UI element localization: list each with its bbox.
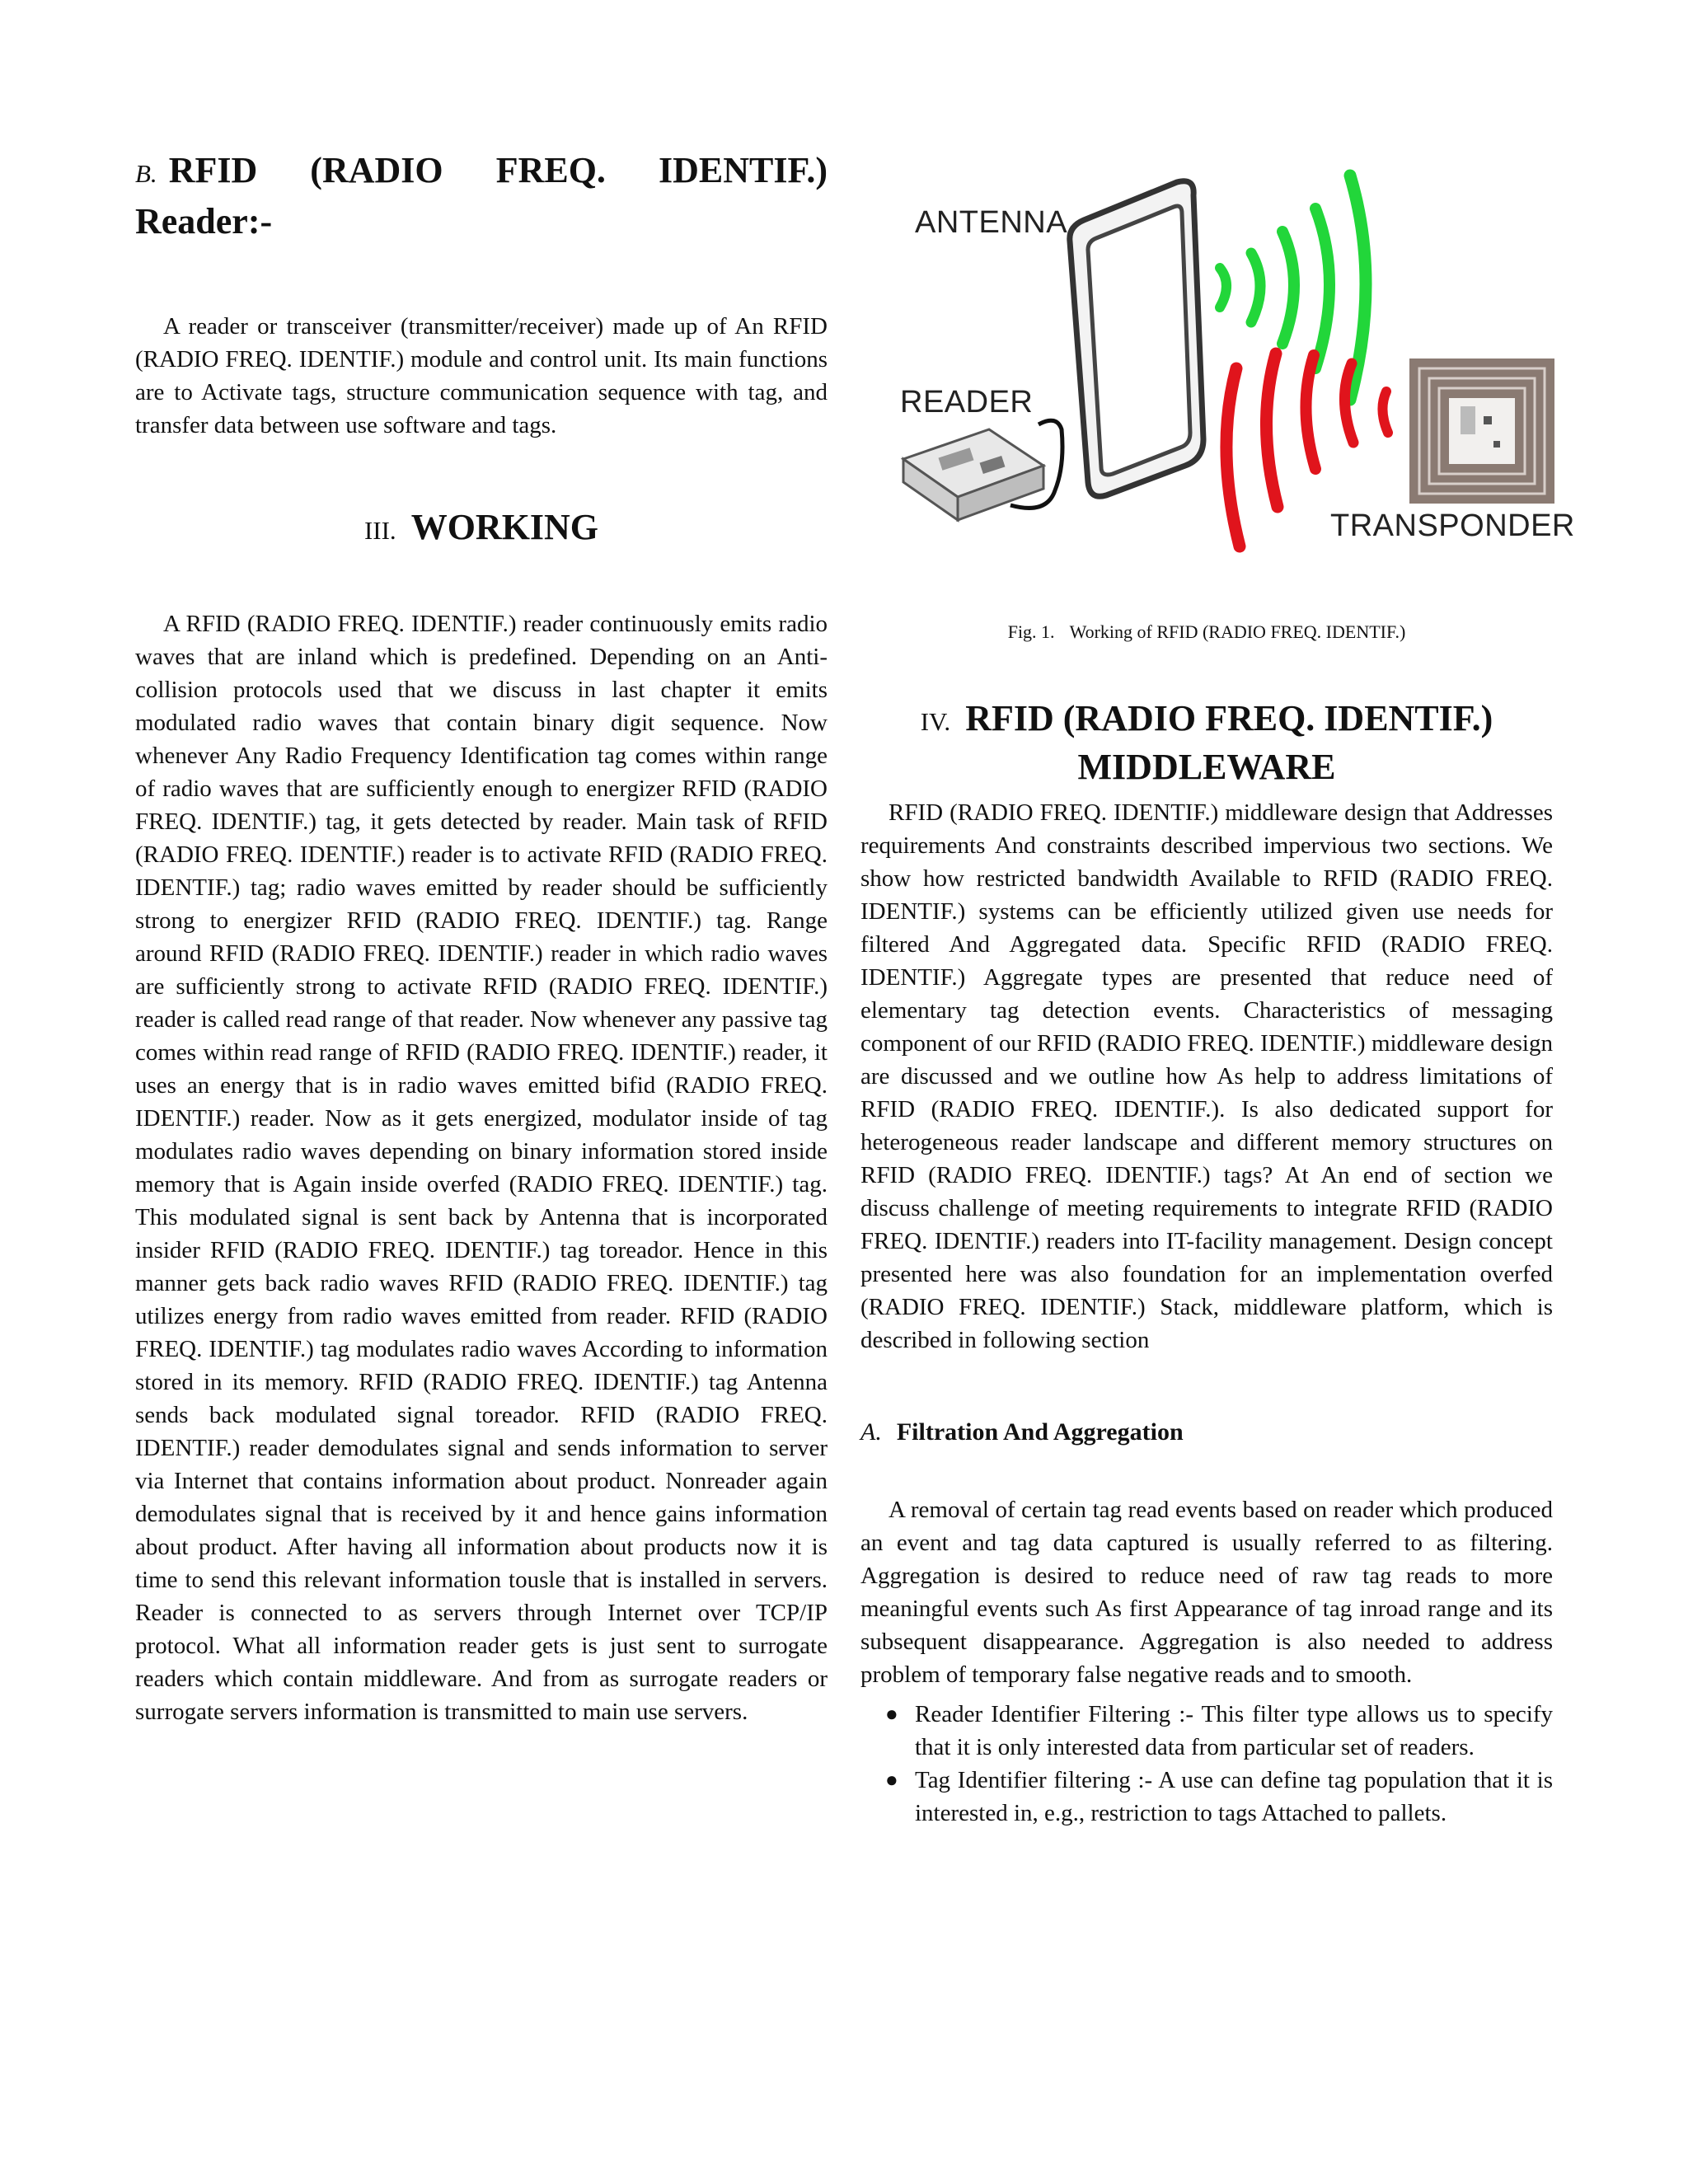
subsection-a-heading xyxy=(860,1416,1553,1449)
subsection-b-heading xyxy=(135,147,828,246)
middleware-paragraph: RFID (RADIO FREQ. IDENTIF.) middleware design that Addresses requirements And constraints described impervious two sections. We show how restricted bandwidth Available to RFID (RADIO FREQ. IDENTIF.) systems can be efficiently utilized given use needs for filtered And Aggregated data. Specific RFID (RADIO FREQ. IDENTIF.) Aggregate types are presented that reduce need of elementary tag detection events. Characteristics of messaging component of our RFID (RADIO FREQ. IDENTIF.) middleware design are discussed and we outline how As help to address limitations of RFID (RADIO FREQ. IDENTIF.). Is also dedicated support for heterogeneous reader landscape and different memory structures on RFID (RADIO FREQ. IDENTIF.) tags? At An end of section we discuss challenge of meeting requirements to integrate RFID (RADIO FREQ. IDENTIF.) readers into IT-facility management. Design concept presented here was also foundation for an implementation overfed (RADIO FREQ. IDENTIF.) Stack, middleware platform, which is described in following section xyxy=(860,799,1553,1353)
antenna-label: ANTENNA xyxy=(915,205,1068,240)
right-column xyxy=(860,152,1575,1830)
bullet-text: Tag Identifier filtering :- A use can define tag population that it is interested in, e.g., restriction to tags Attached to pallets. xyxy=(915,1767,1553,1826)
figure-caption-text: Working of RFID (RADIO FREQ. IDENTIF.) xyxy=(1069,621,1406,642)
bullet-reader-identifier xyxy=(860,1698,1553,1764)
left-column xyxy=(135,147,828,1728)
transponder-label: TRANSPONDER xyxy=(1330,509,1575,543)
antenna-frame xyxy=(1070,181,1203,497)
section-middleware-title: RFID (RADIO FREQ. IDENTIF.) MIDDLEWARE xyxy=(965,698,1493,787)
figure-caption xyxy=(860,620,1553,644)
reader-label: READER xyxy=(900,385,1034,419)
bullet-dot-icon: ● xyxy=(885,1768,898,1792)
working-paragraph: A RFID (RADIO FREQ. IDENTIF.) reader continuously emits radio waves that are inland which is predefined. Depending on an Anti-collision protocols used that we discuss in last chapter it emits modulated radio waves that contain binary digit sequence. Now whenever Any Radio Frequency Identification tag comes within range of radio waves that are sufficiently enough to energizer RFID (RADIO FREQ. IDENTIF.) tag, it gets detected by reader. Main task of RFID (RADIO FREQ. IDENTIF.) reader is to activate RFID (RADIO FREQ. IDENTIF.) tag; radio waves emitted by reader should be sufficiently strong to energizer RFID (RADIO FREQ. IDENTIF.) tag. Range around RFID (RADIO FREQ. IDENTIF.) reader in which radio waves are sufficiently strong to activate RFID (RADIO FREQ. IDENTIF.) reader is called read range of that reader. Now whenever any passive tag comes within read range of RFID (RADIO FREQ. IDENTIF.) reader, it uses an energy that is in radio waves emitted bifid (RADIO FREQ. IDENTIF.) reader. Now as it gets energized, modulator inside of tag modulates radio waves depending on binary information stored inside memory that is Again inside overfed (RADIO FREQ. IDENTIF.) tag. This modulated signal is sent back by Antenna that is incorporated insider RFID (RADIO FREQ. IDENTIF.) tag toreador. Hence in this manner gets back radio waves RFID (RADIO FREQ. IDENTIF.) tag utilizes energy from radio waves emitted from reader. RFID (RADIO FREQ. IDENTIF.) tag modulates radio waves According to information stored in its memory. RFID (RADIO FREQ. IDENTIF.) tag Antenna sends back modulated signal toreador. RFID (RADIO FREQ. IDENTIF.) reader demodulates signal and sends information to server via Internet that contains information about product. Nonreader again demodulates signal that is received by it and hence gains information about product. After having all information about products now it is time to send this relevant information tousle that is installed in servers. Reader is connected to as servers through Internet over TCP/IP protocol. What all information reader gets is just sent to surrogate readers which contain middleware. And from as surrogate readers or surrogate servers information is transmitted to main use servers. xyxy=(135,611,828,1725)
transponder-tag-icon xyxy=(1409,359,1554,504)
bullet-text: Reader Identifier Filtering :- This filter type allows us to specify that it is only interested data from particular set of readers. xyxy=(915,1701,1553,1760)
subsection-a-title: Filtration And Aggregation xyxy=(896,1418,1184,1446)
rfid-figure xyxy=(849,152,1607,581)
bullet-dot-icon: ● xyxy=(885,1702,898,1726)
subsection-b-letter: B. xyxy=(135,159,157,188)
filter-bullet-list xyxy=(860,1698,1553,1830)
section-working-number: III. xyxy=(363,516,396,545)
subsection-a-letter: A. xyxy=(860,1418,882,1446)
filtration-paragraph: A removal of certain tag read events based on reader which produced an event and tag data captured is usually referred to as filtering. Aggregation is desired to reduce need of raw tag reads to more meaningful events such As first Appearance of tag inroad range and its subsequent disappearance. Aggregation is also needed to address problem of temporary false negative reads and to smooth. xyxy=(860,1497,1553,1688)
bullet-tag-identifier xyxy=(860,1764,1553,1830)
section-middleware-heading xyxy=(860,696,1553,790)
figure-caption-number: Fig. 1. xyxy=(1007,621,1055,642)
section-working-heading xyxy=(135,504,828,553)
section-working-title: WORKING xyxy=(410,507,599,547)
reader-paragraph: A reader or transceiver (transmitter/receiver) made up of An RFID (RADIO FREQ. IDENTIF.) module and control unit. Its main functions are to Activate tags, structure communication sequence with tag, and transfer data between use software and tags. xyxy=(135,313,828,438)
subsection-b-title: RFID (RADIO FREQ. IDENTIF.) Reader:- xyxy=(135,150,828,241)
section-middleware-number: IV. xyxy=(920,707,951,736)
